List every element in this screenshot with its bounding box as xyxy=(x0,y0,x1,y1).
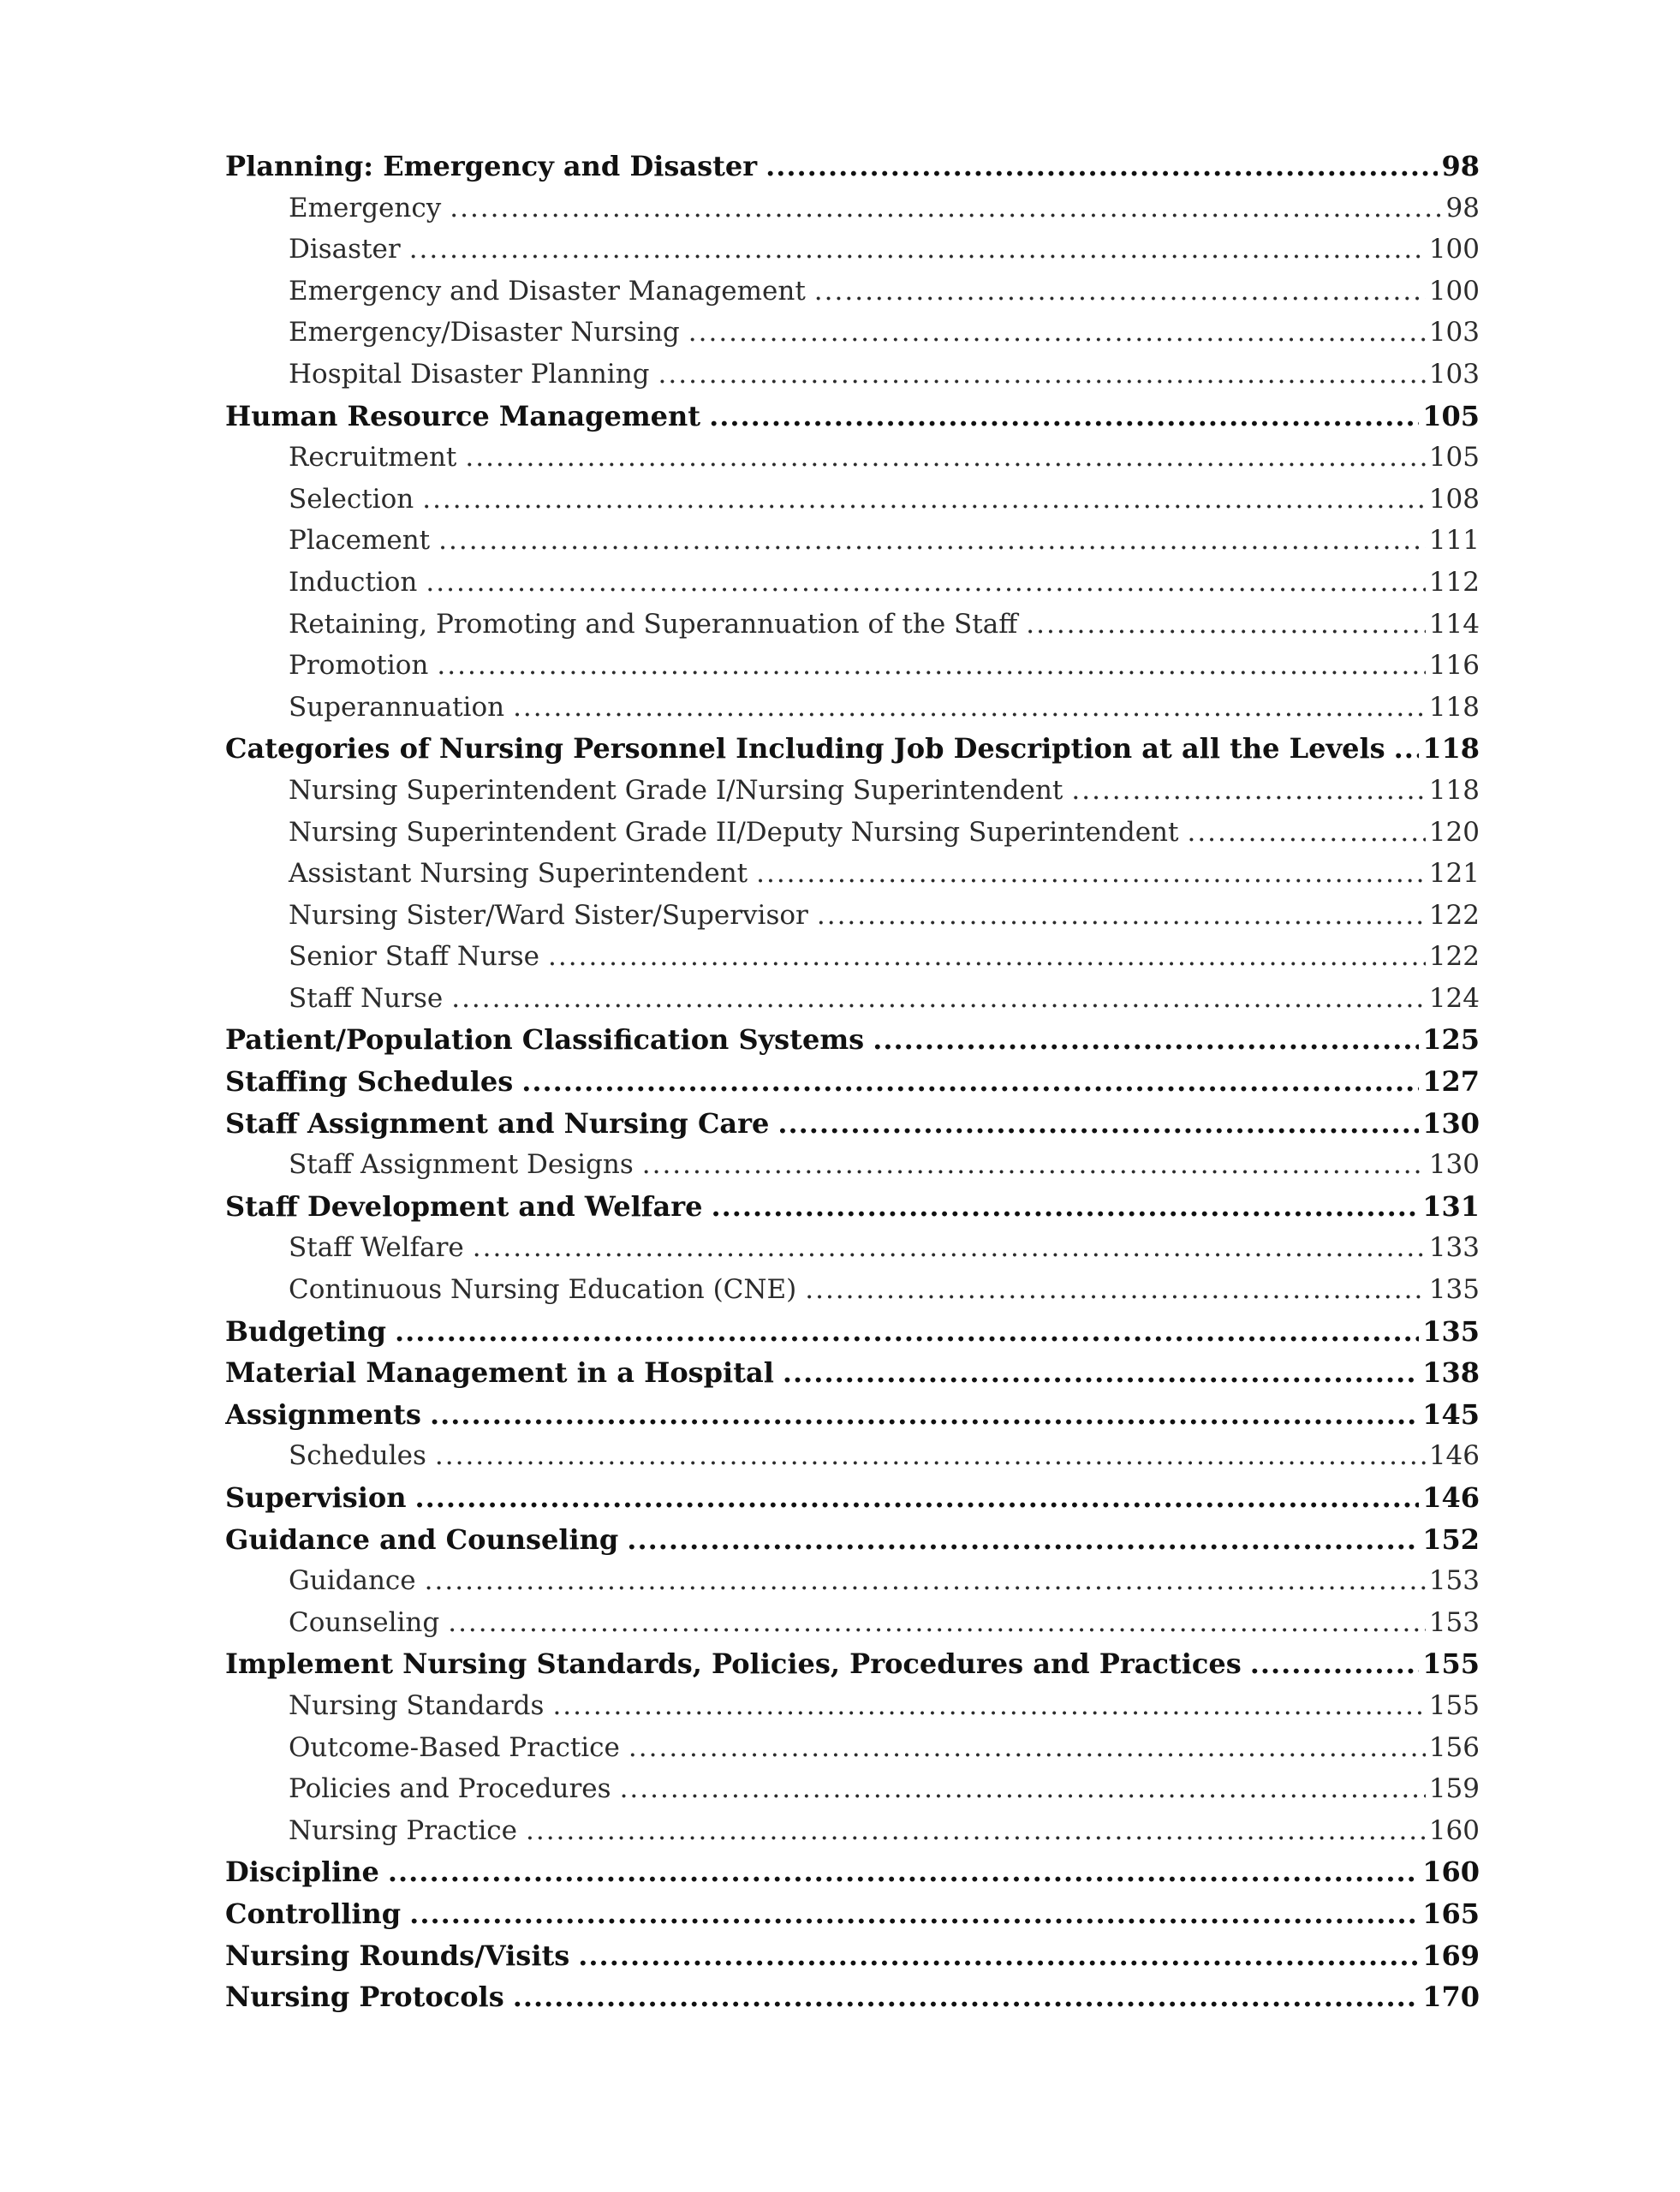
dot-leader xyxy=(450,188,1442,229)
toc-subsection-entry xyxy=(225,479,1480,521)
toc-entry-title: Implement Nursing Standards, Policies, Procedures and Practices xyxy=(225,1647,1242,1681)
toc-entry-title: Emergency xyxy=(289,192,442,223)
toc-entry-title: Budgeting xyxy=(225,1314,386,1348)
toc-entry-page-number: 112 xyxy=(1428,566,1480,598)
toc-entry-page-number: 122 xyxy=(1428,941,1480,973)
toc-entry-title: Nursing Superintendent Grade II/Deputy Nursing Superintendent xyxy=(289,816,1179,848)
toc-entry-title: Disaster xyxy=(289,234,401,265)
toc-entry-page-number: 131 xyxy=(1422,1189,1480,1223)
toc-entry-title: Material Management in a Hospital xyxy=(225,1356,774,1390)
dot-leader xyxy=(430,1394,1419,1436)
toc-entry-page-number: 124 xyxy=(1428,982,1480,1014)
dot-leader xyxy=(388,1851,1419,1893)
toc-entry-title: Assignments xyxy=(225,1397,421,1431)
dot-leader xyxy=(783,1352,1419,1394)
dot-leader xyxy=(777,1103,1419,1145)
toc-entry-title: Selection xyxy=(289,483,414,515)
toc-entry-page-number: 127 xyxy=(1422,1065,1480,1099)
toc-entry-page-number: 118 xyxy=(1422,732,1480,765)
toc-entry-title: Retaining, Promoting and Superannuation of the Staff xyxy=(289,608,1018,640)
toc-section-entry xyxy=(225,1935,1480,1977)
toc-entry-page-number: 169 xyxy=(1422,1939,1480,1972)
toc-subsection-entry xyxy=(225,562,1480,604)
dot-leader xyxy=(422,479,1426,521)
toc-section-entry xyxy=(225,1643,1480,1685)
toc-subsection-entry xyxy=(225,895,1480,937)
toc-entry-title: Recruitment xyxy=(289,442,457,474)
toc-subsection-entry xyxy=(225,1685,1480,1727)
toc-entry-title: Controlling xyxy=(225,1897,402,1930)
dot-leader xyxy=(437,645,1425,687)
toc-entry-title: Hospital Disaster Planning xyxy=(289,358,650,390)
toc-entry-page-number: 118 xyxy=(1428,691,1480,723)
dot-leader xyxy=(1250,1643,1419,1685)
toc-entry-page-number: 105 xyxy=(1422,399,1480,432)
toc-entry-page-number: 111 xyxy=(1428,525,1480,557)
toc-entry-title: Discipline xyxy=(225,1855,379,1889)
toc-subsection-entry xyxy=(225,687,1480,729)
toc-section-entry xyxy=(225,1519,1480,1561)
dot-leader xyxy=(620,1768,1426,1810)
toc-entry-title: Categories of Nursing Personnel Including Job Description at all the Levels xyxy=(225,732,1385,765)
toc-entry-page-number: 156 xyxy=(1428,1731,1480,1763)
toc-entry-page-number: 130 xyxy=(1428,1149,1480,1181)
dot-leader xyxy=(642,1144,1426,1186)
dot-leader xyxy=(526,1810,1426,1852)
toc-subsection-entry xyxy=(225,188,1480,229)
toc-section-entry xyxy=(225,396,1480,438)
toc-entry-title: Superannuation xyxy=(289,691,505,723)
dot-leader xyxy=(629,1727,1426,1769)
dot-leader xyxy=(1187,812,1425,854)
toc-subsection-entry xyxy=(225,1768,1480,1810)
dot-leader xyxy=(465,437,1425,479)
toc-entry-page-number: 103 xyxy=(1428,317,1480,348)
toc-section-entry xyxy=(225,1477,1480,1519)
toc-entry-title: Staff Assignment Designs xyxy=(289,1149,634,1181)
toc-subsection-entry xyxy=(225,520,1480,562)
toc-entry-title: Guidance xyxy=(289,1565,416,1597)
dot-leader xyxy=(409,229,1426,271)
dot-leader xyxy=(756,853,1426,895)
toc-entry-title: Continuous Nursing Education (CNE) xyxy=(289,1274,797,1306)
toc-entry-page-number: 133 xyxy=(1428,1232,1480,1264)
toc-entry-title: Senior Staff Nurse xyxy=(289,941,540,973)
dot-leader xyxy=(814,271,1426,313)
toc-entry-title: Emergency and Disaster Management xyxy=(289,275,806,307)
toc-entry-page-number: 160 xyxy=(1428,1814,1480,1846)
toc-entry-title: Nursing Sister/Ward Sister/Supervisor xyxy=(289,899,808,931)
dot-leader xyxy=(1071,770,1425,812)
toc-entry-page-number: 146 xyxy=(1422,1481,1480,1514)
dot-leader xyxy=(548,936,1426,978)
toc-entry-title: Policies and Procedures xyxy=(289,1773,611,1805)
toc-section-entry xyxy=(225,1019,1480,1061)
toc-subsection-entry xyxy=(225,1227,1480,1269)
toc-entry-page-number: 100 xyxy=(1428,275,1480,307)
toc-entry-page-number: 108 xyxy=(1428,483,1480,515)
dot-leader xyxy=(709,396,1419,438)
toc-subsection-entry xyxy=(225,1727,1480,1769)
toc-subsection-entry xyxy=(225,1560,1480,1602)
toc-subsection-entry xyxy=(225,770,1480,812)
dot-leader xyxy=(1394,728,1420,770)
toc-subsection-entry xyxy=(225,271,1480,313)
dot-leader xyxy=(1026,604,1426,646)
dot-leader xyxy=(513,687,1426,729)
toc-entry-page-number: 155 xyxy=(1428,1689,1480,1721)
dot-leader xyxy=(395,1311,1419,1353)
toc-entry-title: Supervision xyxy=(225,1481,407,1514)
toc-section-entry xyxy=(225,1186,1480,1228)
toc-subsection-entry xyxy=(225,978,1480,1020)
toc-entry-title: Schedules xyxy=(289,1440,426,1472)
toc-section-entry xyxy=(225,1851,1480,1893)
toc-entry-title: Staff Assignment and Nursing Care xyxy=(225,1106,770,1140)
dot-leader xyxy=(688,312,1426,354)
toc-subsection-entry xyxy=(225,437,1480,479)
toc-entry-page-number: 170 xyxy=(1422,1981,1480,2014)
toc-subsection-entry xyxy=(225,604,1480,646)
toc-entry-page-number: 130 xyxy=(1422,1106,1480,1140)
toc-subsection-entry xyxy=(225,229,1480,271)
toc-section-entry xyxy=(225,1893,1480,1935)
toc-entry-title: Nursing Standards xyxy=(289,1689,545,1721)
toc-subsection-entry xyxy=(225,1435,1480,1477)
toc-entry-page-number: 103 xyxy=(1428,358,1480,390)
toc-entry-title: Guidance and Counseling xyxy=(225,1522,619,1556)
dot-leader xyxy=(448,1602,1426,1644)
toc-entry-page-number: 120 xyxy=(1428,816,1480,848)
toc-entry-title: Staffing Schedules xyxy=(225,1065,514,1099)
dot-leader xyxy=(805,1269,1426,1311)
toc-entry-page-number: 105 xyxy=(1428,442,1480,474)
toc-subsection-entry xyxy=(225,312,1480,354)
dot-leader xyxy=(711,1186,1419,1228)
toc-entry-title: Promotion xyxy=(289,650,429,682)
table-of-contents xyxy=(225,146,1480,2018)
dot-leader xyxy=(415,1477,1420,1519)
toc-entry-page-number: 100 xyxy=(1428,234,1480,265)
toc-entry-page-number: 160 xyxy=(1422,1855,1480,1889)
toc-entry-page-number: 159 xyxy=(1428,1773,1480,1805)
toc-entry-page-number: 122 xyxy=(1428,899,1480,931)
toc-entry-title: Nursing Superintendent Grade I/Nursing Superintendent xyxy=(289,774,1063,806)
toc-entry-page-number: 165 xyxy=(1422,1897,1480,1930)
toc-entry-page-number: 135 xyxy=(1422,1314,1480,1348)
toc-entry-page-number: 138 xyxy=(1422,1356,1480,1390)
toc-entry-page-number: 116 xyxy=(1428,650,1480,682)
dot-leader xyxy=(817,895,1426,937)
dot-leader xyxy=(438,520,1426,562)
dot-leader xyxy=(766,146,1438,188)
dot-leader xyxy=(578,1935,1419,1977)
toc-entry-page-number: 125 xyxy=(1422,1023,1480,1057)
toc-entry-title: Staff Nurse xyxy=(289,982,444,1014)
toc-entry-page-number: 155 xyxy=(1422,1647,1480,1681)
toc-subsection-entry xyxy=(225,1144,1480,1186)
dot-leader xyxy=(426,562,1425,604)
toc-entry-title: Nursing Practice xyxy=(289,1814,517,1846)
toc-subsection-entry xyxy=(225,853,1480,895)
toc-section-entry xyxy=(225,1394,1480,1436)
dot-leader xyxy=(627,1519,1419,1561)
toc-entry-page-number: 98 xyxy=(1445,192,1480,223)
dot-leader xyxy=(552,1685,1425,1727)
toc-entry-page-number: 118 xyxy=(1428,774,1480,806)
dot-leader xyxy=(473,1227,1426,1269)
toc-subsection-entry xyxy=(225,936,1480,978)
toc-entry-page-number: 145 xyxy=(1422,1397,1480,1431)
toc-subsection-entry xyxy=(225,354,1480,396)
toc-entry-page-number: 98 xyxy=(1441,150,1480,182)
dot-leader xyxy=(435,1435,1426,1477)
toc-entry-title: Nursing Protocols xyxy=(225,1981,504,2014)
dot-leader xyxy=(425,1560,1426,1602)
toc-entry-title: Assistant Nursing Superintendent xyxy=(289,858,748,890)
toc-entry-page-number: 153 xyxy=(1428,1565,1480,1597)
toc-entry-title: Nursing Rounds/Visits xyxy=(225,1939,570,1972)
toc-subsection-entry xyxy=(225,812,1480,854)
toc-subsection-entry xyxy=(225,1269,1480,1311)
toc-entry-page-number: 146 xyxy=(1428,1440,1480,1472)
toc-subsection-entry xyxy=(225,1810,1480,1852)
toc-section-entry xyxy=(225,1311,1480,1353)
toc-entry-title: Placement xyxy=(289,525,431,557)
dot-leader xyxy=(409,1893,1419,1935)
toc-entry-page-number: 135 xyxy=(1428,1274,1480,1306)
toc-entry-page-number: 153 xyxy=(1428,1606,1480,1638)
dot-leader xyxy=(451,978,1426,1020)
toc-entry-title: Outcome-Based Practice xyxy=(289,1731,620,1763)
toc-section-entry xyxy=(225,1976,1480,2018)
toc-entry-page-number: 114 xyxy=(1428,608,1480,640)
toc-subsection-entry xyxy=(225,1602,1480,1644)
dot-leader xyxy=(521,1061,1419,1103)
toc-subsection-entry xyxy=(225,645,1480,687)
toc-entry-title: Planning: Emergency and Disaster xyxy=(225,150,758,182)
toc-entry-page-number: 152 xyxy=(1422,1522,1480,1556)
toc-entry-title: Emergency/Disaster Nursing xyxy=(289,317,680,348)
toc-entry-title: Human Resource Management xyxy=(225,399,701,432)
toc-section-entry xyxy=(225,146,1480,188)
toc-entry-title: Staff Development and Welfare xyxy=(225,1189,703,1223)
toc-section-entry xyxy=(225,1352,1480,1394)
toc-section-entry xyxy=(225,1103,1480,1145)
dot-leader xyxy=(513,1976,1419,2018)
toc-section-entry xyxy=(225,728,1480,770)
toc-entry-title: Staff Welfare xyxy=(289,1232,464,1264)
dot-leader xyxy=(658,354,1426,396)
toc-entry-title: Patient/Population Classification Systems xyxy=(225,1023,865,1057)
toc-entry-page-number: 121 xyxy=(1428,858,1480,890)
toc-entry-title: Counseling xyxy=(289,1606,440,1638)
toc-entry-title: Induction xyxy=(289,566,418,598)
toc-section-entry xyxy=(225,1061,1480,1103)
dot-leader xyxy=(873,1019,1419,1061)
